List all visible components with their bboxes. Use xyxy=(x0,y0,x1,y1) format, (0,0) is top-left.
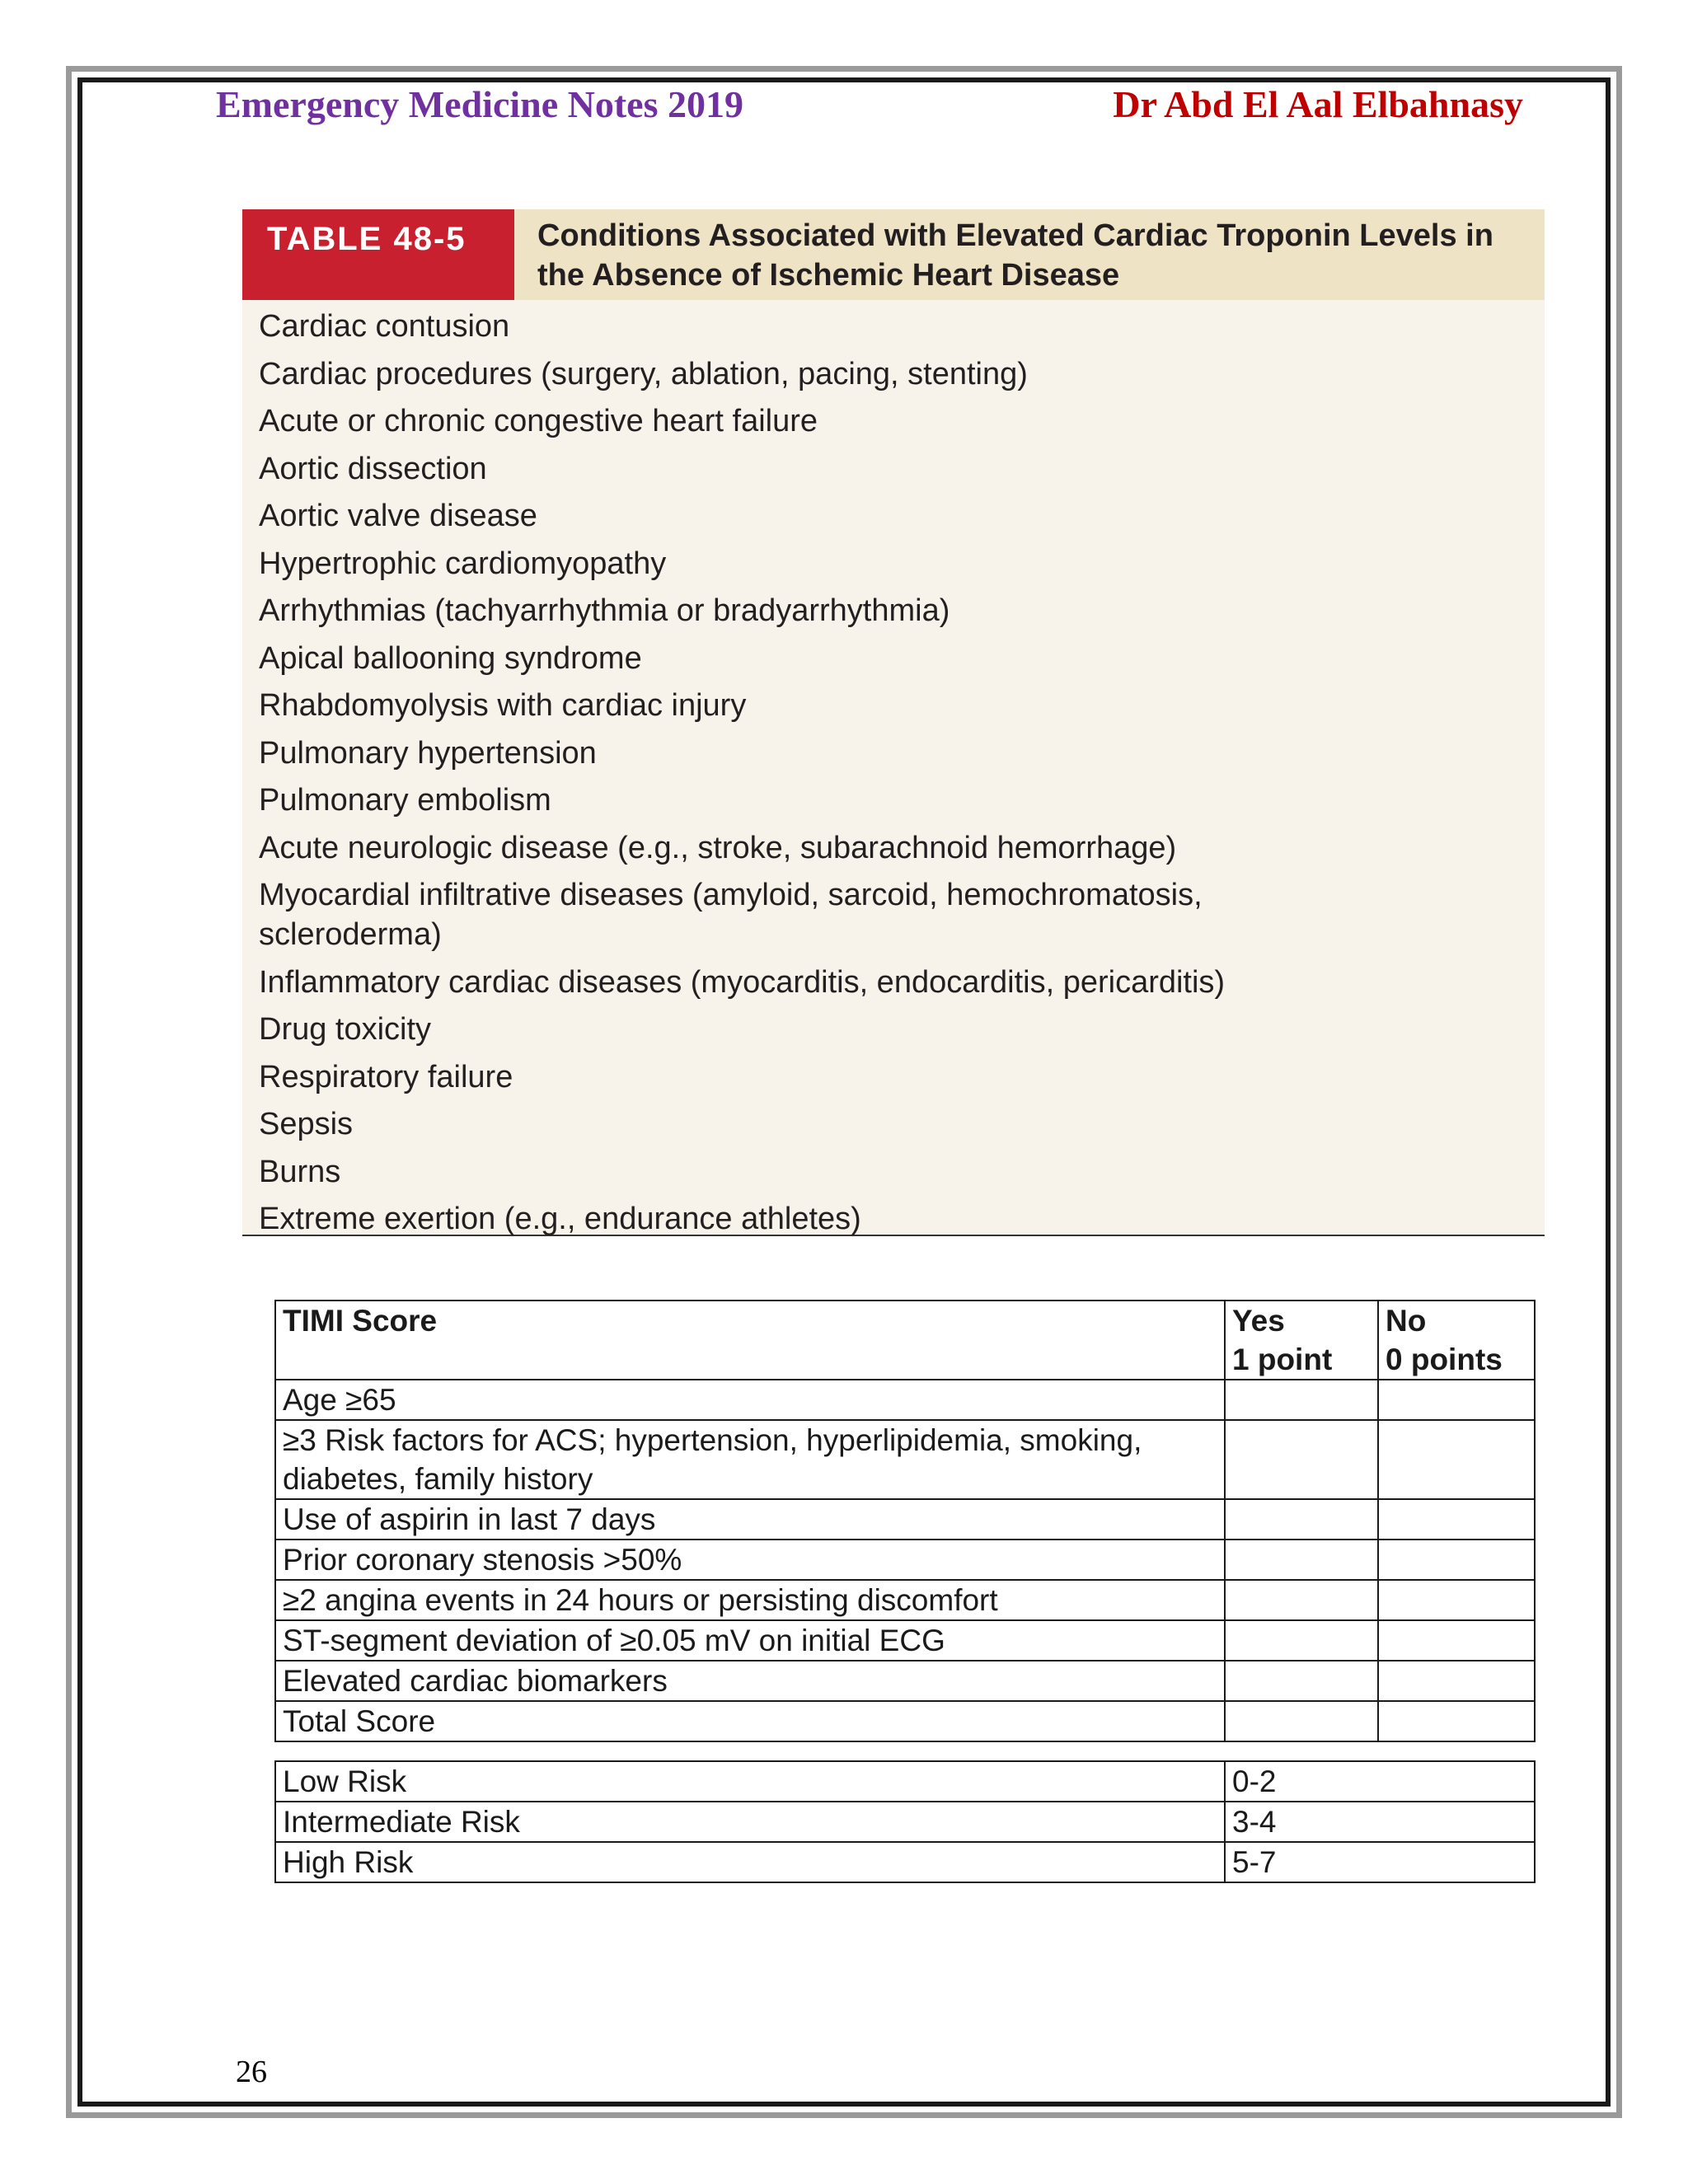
timi-yes-cell xyxy=(1225,1420,1378,1499)
timi-no-label: No xyxy=(1386,1304,1427,1338)
list-item: Arrhythmias (tachyarrhythmia or bradyarrhythmia) xyxy=(259,593,950,628)
timi-no-cell xyxy=(1378,1380,1535,1420)
timi-no-points: 0 points xyxy=(1386,1343,1503,1376)
timi-criterion: ST-segment deviation of ≥0.05 mV on initial ECG xyxy=(275,1620,1225,1661)
risk-label: High Risk xyxy=(275,1842,1225,1882)
risk-table xyxy=(274,1760,1536,1883)
timi-no-header xyxy=(1378,1301,1535,1380)
table-row xyxy=(275,1380,1535,1420)
list-item: Acute or chronic congestive heart failure xyxy=(259,404,818,438)
timi-no-cell xyxy=(1378,1420,1535,1499)
timi-title: TIMI Score xyxy=(275,1301,1225,1380)
timi-criterion: Age ≥65 xyxy=(275,1380,1225,1420)
timi-score-table xyxy=(274,1300,1536,1742)
table-row xyxy=(275,1420,1535,1499)
header-author: Dr Abd El Aal Elbahnasy xyxy=(1113,83,1523,125)
timi-yes-cell xyxy=(1225,1540,1378,1580)
timi-yes-cell xyxy=(1225,1661,1378,1701)
risk-range: 3-4 xyxy=(1225,1802,1535,1842)
list-item: Drug toxicity xyxy=(259,1012,432,1047)
timi-no-cell xyxy=(1378,1540,1535,1580)
list-item: Aortic valve disease xyxy=(259,499,537,533)
risk-label: Intermediate Risk xyxy=(275,1802,1225,1842)
header-course-title: Emergency Medicine Notes 2019 xyxy=(216,83,744,125)
list-item: Inflammatory cardiac diseases (myocarditis, endocarditis, pericarditis) xyxy=(259,964,1226,1000)
table-48-5-label: TABLE 48-5 xyxy=(242,209,514,300)
list-item: Pulmonary hypertension xyxy=(259,735,597,771)
list-item: Pulmonary embolism xyxy=(259,783,551,818)
table-row xyxy=(275,1580,1535,1620)
list-item: Hypertrophic cardiomyopathy xyxy=(259,546,667,581)
list-item: Apical ballooning syndrome xyxy=(259,640,642,676)
list-item: Extreme exertion (e.g., endurance athletes) xyxy=(259,1202,861,1236)
timi-yes-points: 1 point xyxy=(1232,1343,1333,1376)
page-number: 26 xyxy=(236,2055,267,2089)
timi-yes-cell xyxy=(1225,1380,1378,1420)
table-48-5-body xyxy=(242,300,1545,1236)
timi-yes-label: Yes xyxy=(1232,1304,1285,1338)
table-48-5-title: Conditions Associated with Elevated Cardiac Troponin Levels in the Absence of Ischemic Heart Disease xyxy=(514,209,1545,300)
timi-yes-header xyxy=(1225,1301,1378,1380)
table-row xyxy=(275,1842,1535,1882)
table-48-5 xyxy=(242,209,1545,1236)
table-row xyxy=(275,1620,1535,1661)
list-item: Respiratory failure xyxy=(259,1059,513,1094)
table-row xyxy=(275,1761,1535,1802)
timi-no-cell xyxy=(1378,1701,1535,1741)
timi-criterion: ≥2 angina events in 24 hours or persisting discomfort xyxy=(275,1580,1225,1620)
timi-yes-cell xyxy=(1225,1701,1378,1741)
timi-yes-cell xyxy=(1225,1499,1378,1540)
list-item: Sepsis xyxy=(259,1107,354,1141)
timi-no-cell xyxy=(1378,1620,1535,1661)
timi-no-cell xyxy=(1378,1661,1535,1701)
timi-no-cell xyxy=(1378,1580,1535,1620)
risk-range: 0-2 xyxy=(1225,1761,1535,1802)
table-row xyxy=(275,1540,1535,1580)
timi-criterion: Use of aspirin in last 7 days xyxy=(275,1499,1225,1540)
risk-range: 5-7 xyxy=(1225,1842,1535,1882)
timi-total-label: Total Score xyxy=(275,1701,1225,1741)
table-row xyxy=(275,1802,1535,1842)
timi-criterion: Elevated cardiac biomarkers xyxy=(275,1661,1225,1701)
list-item: Cardiac contusion xyxy=(259,309,510,344)
table-row xyxy=(275,1499,1535,1540)
list-item: Aortic dissection xyxy=(259,451,487,486)
table-48-5-header xyxy=(242,209,1545,300)
list-item: Cardiac procedures (surgery, ablation, pacing, stenting) xyxy=(259,356,1028,391)
timi-yes-cell xyxy=(1225,1580,1378,1620)
timi-no-cell xyxy=(1378,1499,1535,1540)
table-row xyxy=(275,1661,1535,1701)
timi-yes-cell xyxy=(1225,1620,1378,1661)
risk-label: Low Risk xyxy=(275,1761,1225,1802)
timi-header-row xyxy=(275,1301,1535,1380)
list-item: Acute neurologic disease (e.g., stroke, subarachnoid hemorrhage) xyxy=(259,830,1177,865)
timi-criterion: Prior coronary stenosis >50% xyxy=(275,1540,1225,1580)
list-item: Myocardial infiltrative diseases (amyloid, sarcoid, hemochromatosis, scleroderma) xyxy=(259,878,1203,952)
timi-criterion: ≥3 Risk factors for ACS; hypertension, hyperlipidemia, smoking, diabetes, family history xyxy=(275,1420,1225,1499)
table-row xyxy=(275,1701,1535,1741)
list-item: Rhabdomyolysis with cardiac injury xyxy=(259,688,747,723)
list-item: Burns xyxy=(259,1154,341,1189)
